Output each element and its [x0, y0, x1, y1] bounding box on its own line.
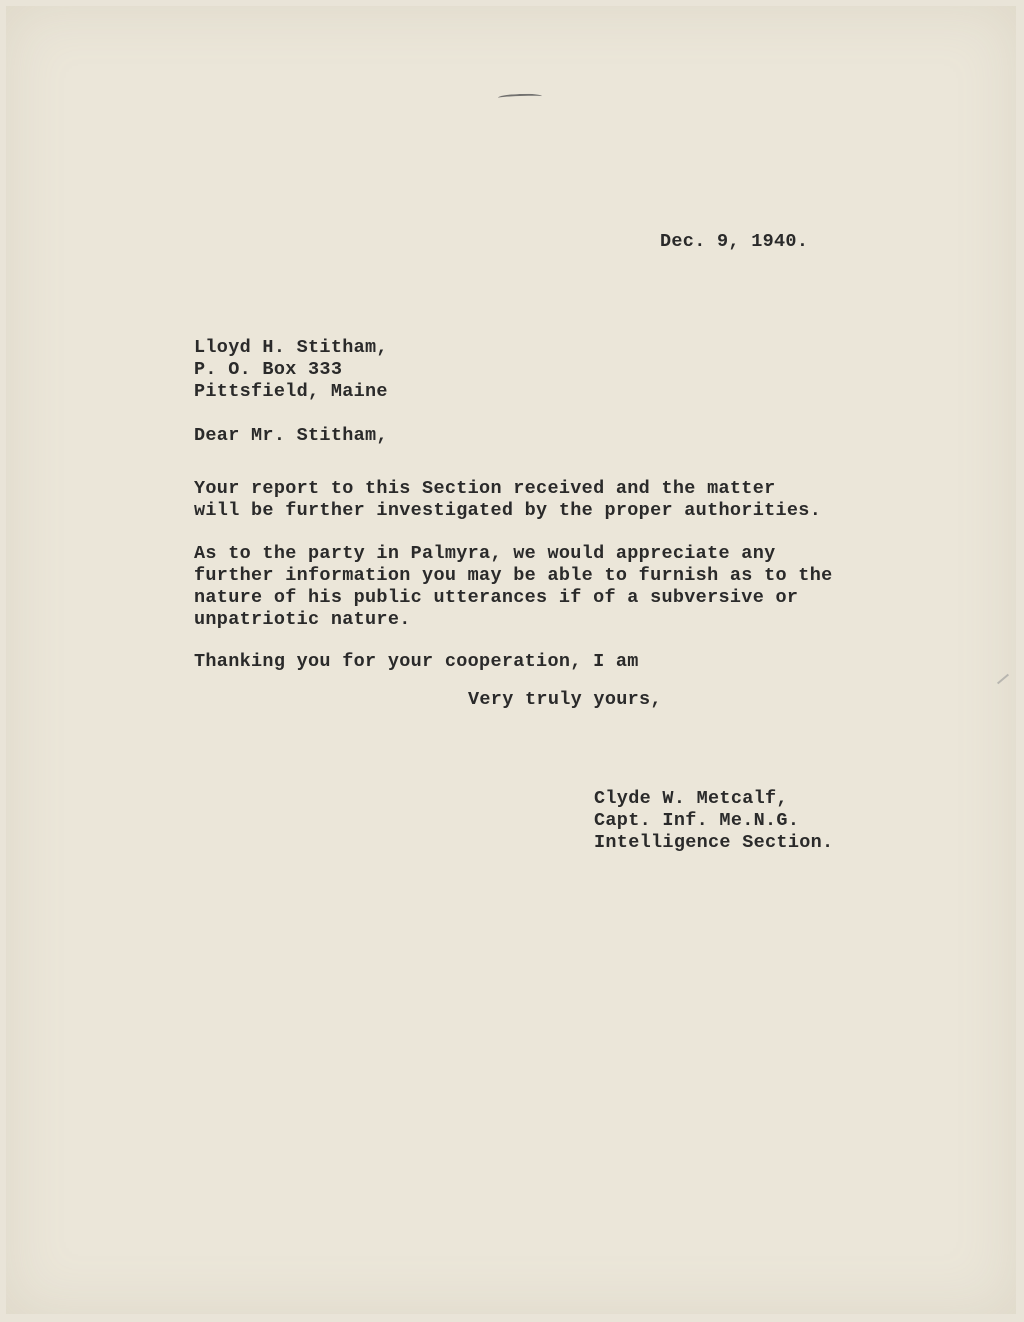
recipient-address-line1: P. O. Box 333: [194, 359, 343, 380]
letter-date: Dec. 9, 1940.: [660, 231, 809, 252]
salutation: Dear Mr. Stitham,: [194, 425, 388, 446]
signature-name: Clyde W. Metcalf,: [594, 788, 788, 809]
recipient-address-line2: Pittsfield, Maine: [194, 381, 388, 402]
recipient-name: Lloyd H. Stitham,: [194, 337, 388, 358]
paragraph3: Thanking you for your cooperation, I am: [194, 651, 639, 672]
letter-page: [6, 6, 1016, 1314]
paragraph2-line4: unpatriotic nature.: [194, 609, 411, 630]
paragraph2-line2: further information you may be able to furnish as to the: [194, 565, 833, 586]
check-mark: [997, 674, 1009, 685]
signature-rank: Capt. Inf. Me.N.G.: [594, 810, 800, 831]
signature-section: Intelligence Section.: [594, 832, 834, 853]
pencil-mark: [498, 93, 542, 101]
paragraph2-line1: As to the party in Palmyra, we would appreciate any: [194, 543, 776, 564]
paragraph1-line2: will be further investigated by the proper authorities.: [194, 500, 822, 521]
paragraph2-line3: nature of his public utterances if of a subversive or: [194, 587, 799, 608]
closing: Very truly yours,: [468, 689, 662, 710]
paragraph1-line1: Your report to this Section received and the matter: [194, 478, 776, 499]
